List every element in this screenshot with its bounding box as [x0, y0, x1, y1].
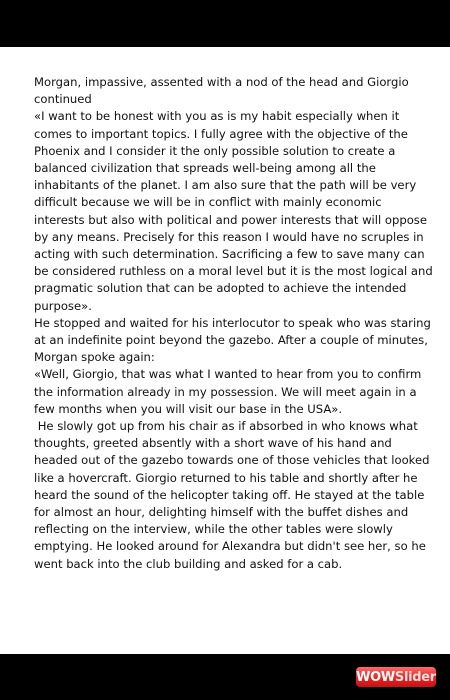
watermark-brand-wow: WOW — [356, 669, 395, 685]
wowslider-watermark[interactable] — [356, 667, 436, 687]
slide-page — [0, 47, 450, 654]
watermark-brand-slider: Slider — [394, 669, 436, 685]
page-body-text: Morgan, impassive, assented with a nod of the head and Giorgio continued «I want to be honest with you as is my habit especially when it comes to important topics. I fully agree with the objective of the Phoenix and I consider it the only possible solution to create a balanced civilization that spreads well-being among all the inhabitants of the planet. I am also sure that the path will be very difficult because we will be in conflict with mainly economic interests but also with political and power interests that will oppose by any means. Precisely for this reason I would have no scruples in acting with such determination. Sacrificing a few to save many can be considered ruthless on a moral level but it is the most logical and pragmatic solution that can be adopted to achieve the intended purpose». He stopped and waited for his interlocutor to speak who was staring at an indefinite point beyond the gazebo. After a couple of minutes, Morgan spoke again: «Well, Giorgio, that was what I wanted to hear from you to confirm the information already in my possession. We will meet again in a few months when you will visit our base in the USA». He slowly got up from his chair as if absorbed in who knows what thoughts, greeted absently with a short wave of his hand and headed out of the gazebo towards one of those vehicles that looked like a hovercraft. Giorgio returned to his table and shortly after he heard the sound of the helicopter taking off. He stayed at the table for almost an hour, delighting himself with the buffet dishes and reflecting on the interview, while the other tables were slowly emptying. He looked around for Alexandra but didn't see her, so he went back into the club building and asked for a cab. — [34, 75, 433, 571]
